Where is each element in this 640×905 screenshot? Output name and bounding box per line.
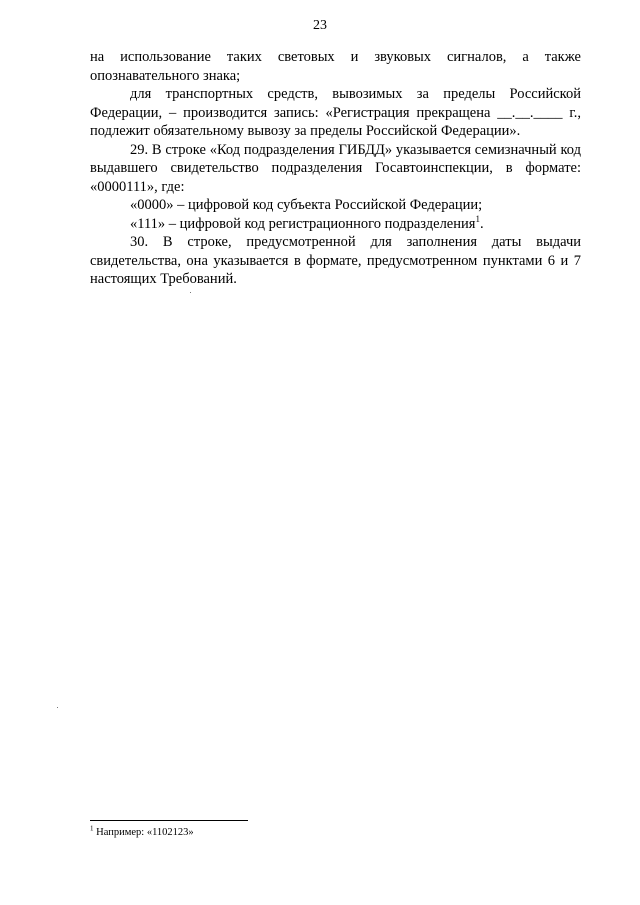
footnote-reference: 1 <box>475 213 480 224</box>
scan-speck <box>57 707 58 708</box>
unit-code-text: «111» – цифровой код регистрационного подразделения <box>130 215 476 232</box>
page-number: 23 <box>313 18 327 33</box>
footnote-text: Например: «1102123» <box>96 827 194 838</box>
scan-speck <box>190 292 191 293</box>
paragraph-region-code: «0000» – цифровой код субъекта Российской Федерации; <box>130 197 483 213</box>
paragraph-signals: на использование таких световых и звуковых сигналов, а также опознавательного знака; <box>90 49 581 84</box>
paragraph-30-issue-date: 30. В строке, предусмотренной для заполнения даты выдачи свидетельства, она указывается в формате, предусмотренном пунктами 6 и 7 настоящих Требований. <box>90 234 581 287</box>
paragraph-unit-code <box>90 215 581 234</box>
paragraph-29-gibdd-code: 29. В строке «Код подразделения ГИБДД» указывается семизначный код выдавшего свидетельство подразделения Госавтоинспекции, в формате: «0000111», где: <box>90 141 581 195</box>
footnote-divider <box>90 820 248 821</box>
document-body <box>90 48 581 289</box>
footnote <box>90 826 194 839</box>
paragraph-export-vehicles: для транспортных средств, вывозимых за пределы Российской Федерации, – производится запись: «Регистрация прекращена __.__.____ г., подлежит обязательному вывозу за пределы Российской Федерации». <box>90 86 581 139</box>
unit-code-end: . <box>479 215 484 232</box>
footnote-number: 1 <box>90 824 94 833</box>
